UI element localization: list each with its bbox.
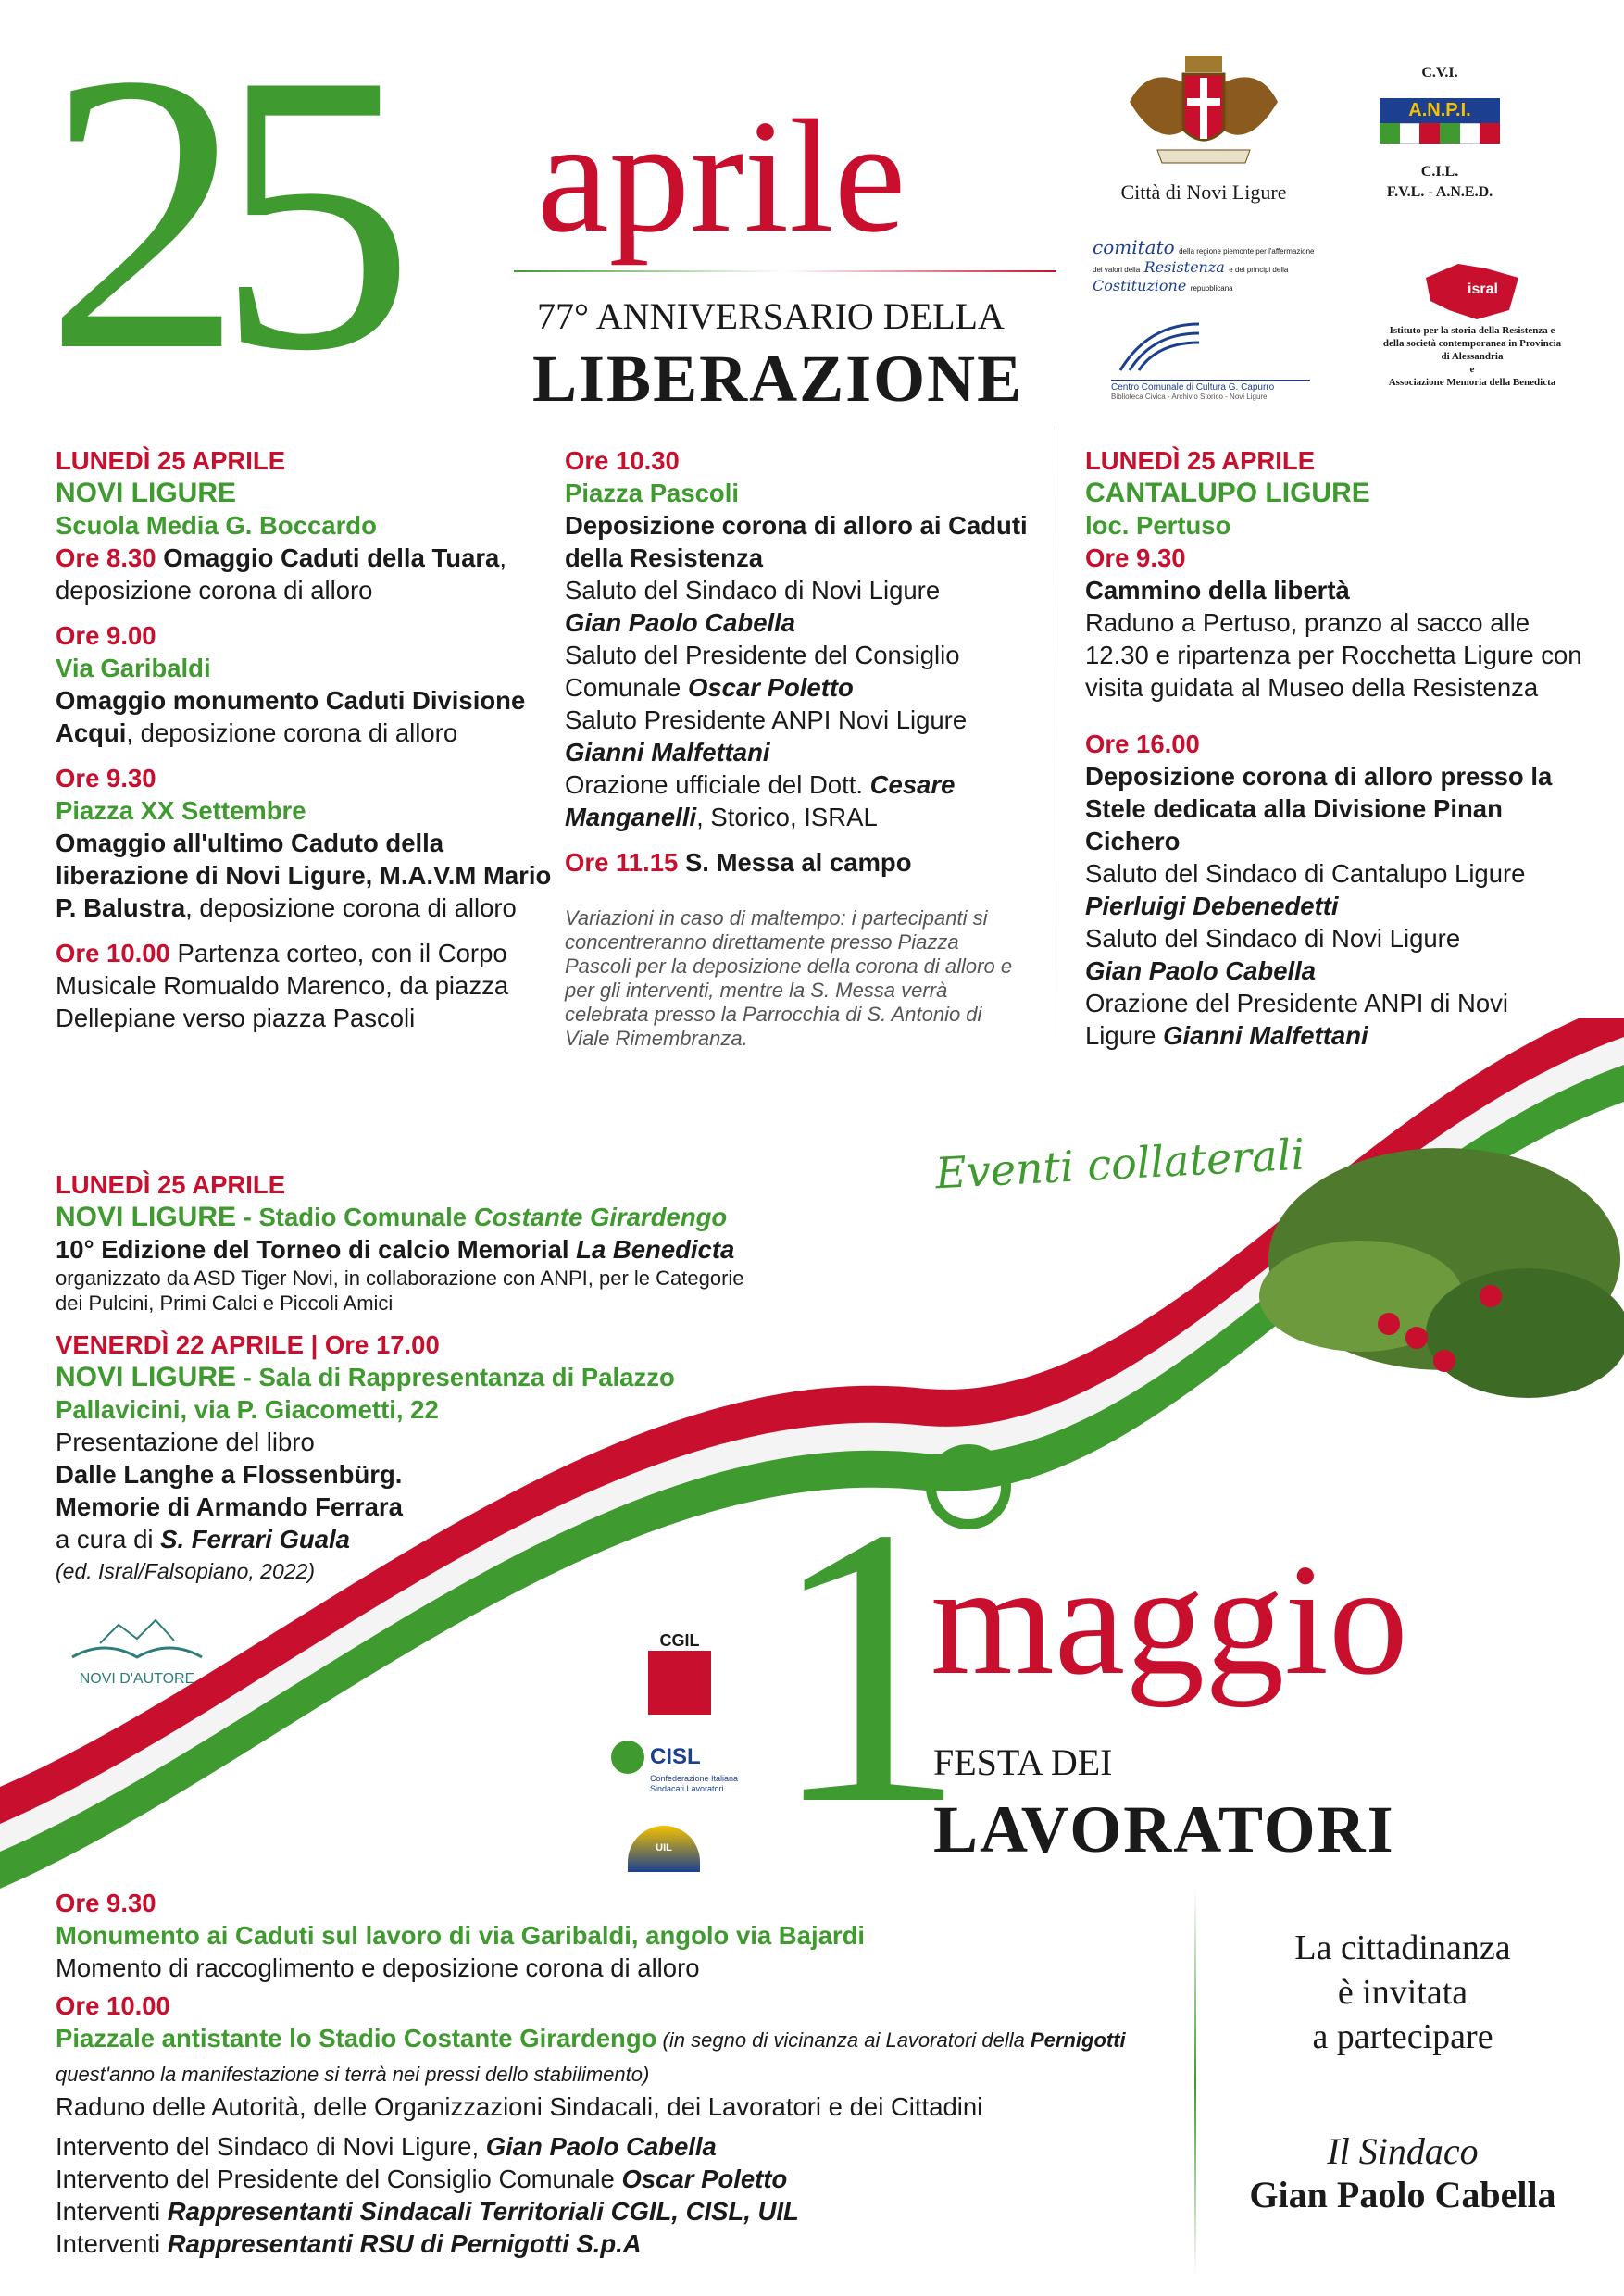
open-book-icon (63, 1611, 211, 1666)
col1-date: LUNEDÌ 25 APRILE (56, 446, 286, 475)
col2-line-1: Saluto del Sindaco di Novi Ligure (565, 576, 941, 605)
laurel-branch-icon (1259, 1148, 1624, 1398)
novi-autore-logo: NOVI D'AUTORE (54, 1611, 220, 1688)
may-speech-4: Interventi Rappresentanti RSU di Pernigotti S.p.A (56, 2229, 642, 2258)
may-events (56, 1887, 1176, 2260)
col2-place: Piazza Pascoli (565, 479, 740, 507)
may-e1-text: Momento di raccoglimento e deposizione corona di alloro (56, 1953, 700, 1982)
col2-weather-note: Variazioni in caso di maltempo: i partecipanti si concentreranno direttamente presso Piazza Pascoli per la deposizione della corona di alloro e per gli interventi, mentre la S. Messa verrà celebrata presso la Parrocchia di S. Antonio di Viale Rimembranza. (565, 906, 1013, 1050)
col1-event-1: Ore 8.30 Omaggio Caduti della Tuara, deposizione corona di alloro (56, 543, 506, 605)
may-e1-place: Monumento ai Caduti sul lavoro di via Garibaldi, angolo via Bajardi (56, 1921, 866, 1950)
isral-logo: isral Istituto per la storia della Resistenza e della società contemporanea in Provincia di Alessandria e Associazione Memoria della Benedicta (1380, 259, 1565, 389)
col3-event-1-time: Ore 9.30 (1085, 543, 1186, 572)
cisl-globe-icon (611, 1741, 644, 1774)
col1-event-4: Ore 10.00 Partenza corteo, con il Corpo Musicale Romualdo Marenco, da piazza Dellepiane verso piazza Pascoli (56, 939, 509, 1032)
coll-b-line-4: a cura di S. Ferrari Guala (56, 1525, 350, 1554)
festa-subtitle: FESTA DEI (933, 1741, 1113, 1783)
coll-b-line-2: Dalle Langhe a Flossenbürg. (56, 1460, 403, 1489)
signature: Il Sindaco Gian Paolo Cabella (1249, 2130, 1556, 2215)
col3-line-3: Orazione del Presidente ANPI di Novi Ligure Gianni Malfettani (1085, 989, 1509, 1050)
col1-event-2: Omaggio monumento Caduti Divisione Acqui, deposizione corona di alloro (56, 686, 526, 747)
col3-event-2-title: Deposizione corona di alloro presso la Stele dedicata alla Divisione Pinan Cichero (1085, 762, 1553, 855)
col3-line-1: Saluto del Sindaco di Cantalupo Ligure Pierluigi Debenedetti (1085, 859, 1526, 920)
invitation: La cittadinanza è invitata a partecipare (1294, 1928, 1511, 2056)
col3-event-1-text: Raduno a Pertuso, pranzo al sacco alle 12.30 e ripartenza per Rocchetta Ligure con visita guidata al Museo della Resistenza (1085, 608, 1582, 702)
col2-mass: Ore 11.15 S. Messa al campo (565, 848, 912, 877)
cisl-logo: CISL Confederazione Italiana Sindacati Lavoratori (611, 1741, 787, 1794)
coll-a-sub: organizzato da ASD Tiger Novi, in collaborazione con ANPI, per le Categorie dei Pulcini, Primi Calci e Piccoli Amici (56, 1267, 744, 1315)
fvl-label: F.V.L. - A.N.E.D. (1386, 184, 1493, 200)
may-e2-place: Piazzale antistante lo Stadio Costante Girardengo (in segno di vicinanza ai Lavoratori della Pernigotti quest'anno la manifestazione si terrà nei pressi dello stabilimento) (56, 2024, 1126, 2086)
may-speech-3: Interventi Rappresentanti Sindacali Territoriali CGIL, CISL, UIL (56, 2197, 799, 2226)
coll-b-date: VENERDÌ 22 APRILE | Ore 17.00 (56, 1330, 440, 1359)
capurro-arcs-icon (1111, 319, 1204, 375)
lavoratori-title: LAVORATORI (933, 1792, 1395, 1866)
cgil-logo: CGIL (648, 1631, 711, 1715)
coll-a-date: LUNEDÌ 25 APRILE (56, 1170, 286, 1199)
may-e2-time: Ore 10.00 (56, 1991, 170, 2020)
col1-event-2-place: Via Garibaldi (56, 654, 211, 682)
anpi-logo (1380, 65, 1500, 201)
may-month: maggio (931, 1532, 1408, 1708)
column-piazza-pascoli (565, 444, 1046, 1051)
city-name: Città di Novi Ligure (1120, 181, 1287, 204)
column-cantalupo (1085, 444, 1585, 1052)
anpi-badge: A.N.P.I. (1380, 98, 1500, 123)
degree-sign (926, 1444, 1011, 1529)
col1-event-3-place: Piazza XX Settembre (56, 796, 306, 825)
uil-logo: UIL (628, 1826, 700, 1872)
coat-of-arms-icon (1111, 46, 1296, 176)
col3-event-2-time: Ore 16.00 (1085, 730, 1200, 758)
col3-name-2: Gian Paolo Cabella (1085, 956, 1317, 985)
col2-line-4: Orazione ufficiale del Dott. Cesare Manganelli, Storico, ISRAL (565, 770, 956, 831)
title-month: aprile (537, 86, 906, 266)
header-divider (514, 270, 1056, 272)
col2-name-3: Gianni Malfettani (565, 738, 770, 767)
collateral-heading: Eventi collaterali (933, 1129, 1306, 1199)
column-novi-ligure (56, 444, 556, 1034)
col3-place: loc. Pertuso (1085, 511, 1231, 540)
col1-event-3: Omaggio all'ultimo Caduto della liberazione di Novi Ligure, M.A.V.M Mario P. Balustra, deposizione corona di alloro (56, 829, 552, 922)
may-speech-2: Intervento del Presidente del Consiglio Comunale Oscar Poletto (56, 2165, 788, 2193)
title-day: 25 (44, 0, 387, 433)
col2-line-2: Saluto del Presidente del Consiglio Comunale Oscar Poletto (565, 641, 960, 702)
anniversary-subtitle: 77° ANNIVERSARIO DELLA (537, 295, 1005, 337)
col2-name-1: Gian Paolo Cabella (565, 608, 796, 637)
col1-event-3-time: Ore 9.30 (56, 764, 156, 792)
col2-time: Ore 10.30 (565, 446, 680, 475)
may-e2-text: Raduno delle Autorità, delle Organizzazioni Sindacali, dei Lavoratori e dei Cittadini (56, 2092, 983, 2121)
coll-b-place: NOVI LIGURE - Sala di Rappresentanza di Palazzo Pallavicini, via P. Giacometti, 22 (56, 1362, 675, 1424)
coll-a-place: NOVI LIGURE - Stadio Comunale Costante Girardengo (56, 1202, 728, 1232)
may-day: 1 (768, 1446, 968, 1887)
coll-b-line-5: (ed. Isral/Falsopiano, 2022) (56, 1559, 315, 1583)
coll-a-title: 10° Edizione del Torneo di calcio Memorial La Benedicta (56, 1235, 735, 1264)
may-speech-1: Intervento del Sindaco di Novi Ligure, Gian Paolo Cabella (56, 2132, 717, 2161)
cil-label: C.I.L. (1420, 164, 1459, 180)
col3-date: LUNEDÌ 25 APRILE (1085, 446, 1316, 475)
capurro-logo: Centro Comunale di Cultura G. Capurro Biblioteca Civica - Archivio Storico - Novi Ligure (1111, 319, 1310, 401)
cvi-label: C.V.I. (1421, 65, 1458, 81)
col1-city: NOVI LIGURE (56, 478, 237, 508)
col3-line-2: Saluto del Sindaco di Novi Ligure (1085, 924, 1461, 953)
comitato-logo: comitato della regione piemonte per l'affermazione dei valori della Resistenza e dei principi della Costituzione repubblicana (1093, 236, 1315, 294)
coll-b-line-3: Memorie di Armando Ferrara (56, 1492, 403, 1521)
col2-title: Deposizione corona di alloro ai Caduti della Resistenza (565, 511, 1028, 572)
col3-event-1-title: Cammino della libertà (1085, 576, 1350, 605)
closing-divider (1194, 1889, 1196, 2277)
liberazione-title: LIBERAZIONE (532, 342, 1024, 416)
collateral-events (56, 1168, 889, 1588)
col3-city: CANTALUPO LIGURE (1085, 478, 1370, 508)
city-logo (1093, 46, 1315, 205)
col1-event-2-time: Ore 9.00 (56, 621, 156, 650)
col1-place: Scuola Media G. Boccardo (56, 511, 377, 540)
coll-b-line-1: Presentazione del libro (56, 1428, 315, 1456)
may-e1-time: Ore 9.30 (56, 1889, 156, 1917)
col2-line-3: Saluto Presidente ANPI Novi Ligure (565, 705, 968, 734)
italian-flag-icon (1380, 123, 1500, 144)
